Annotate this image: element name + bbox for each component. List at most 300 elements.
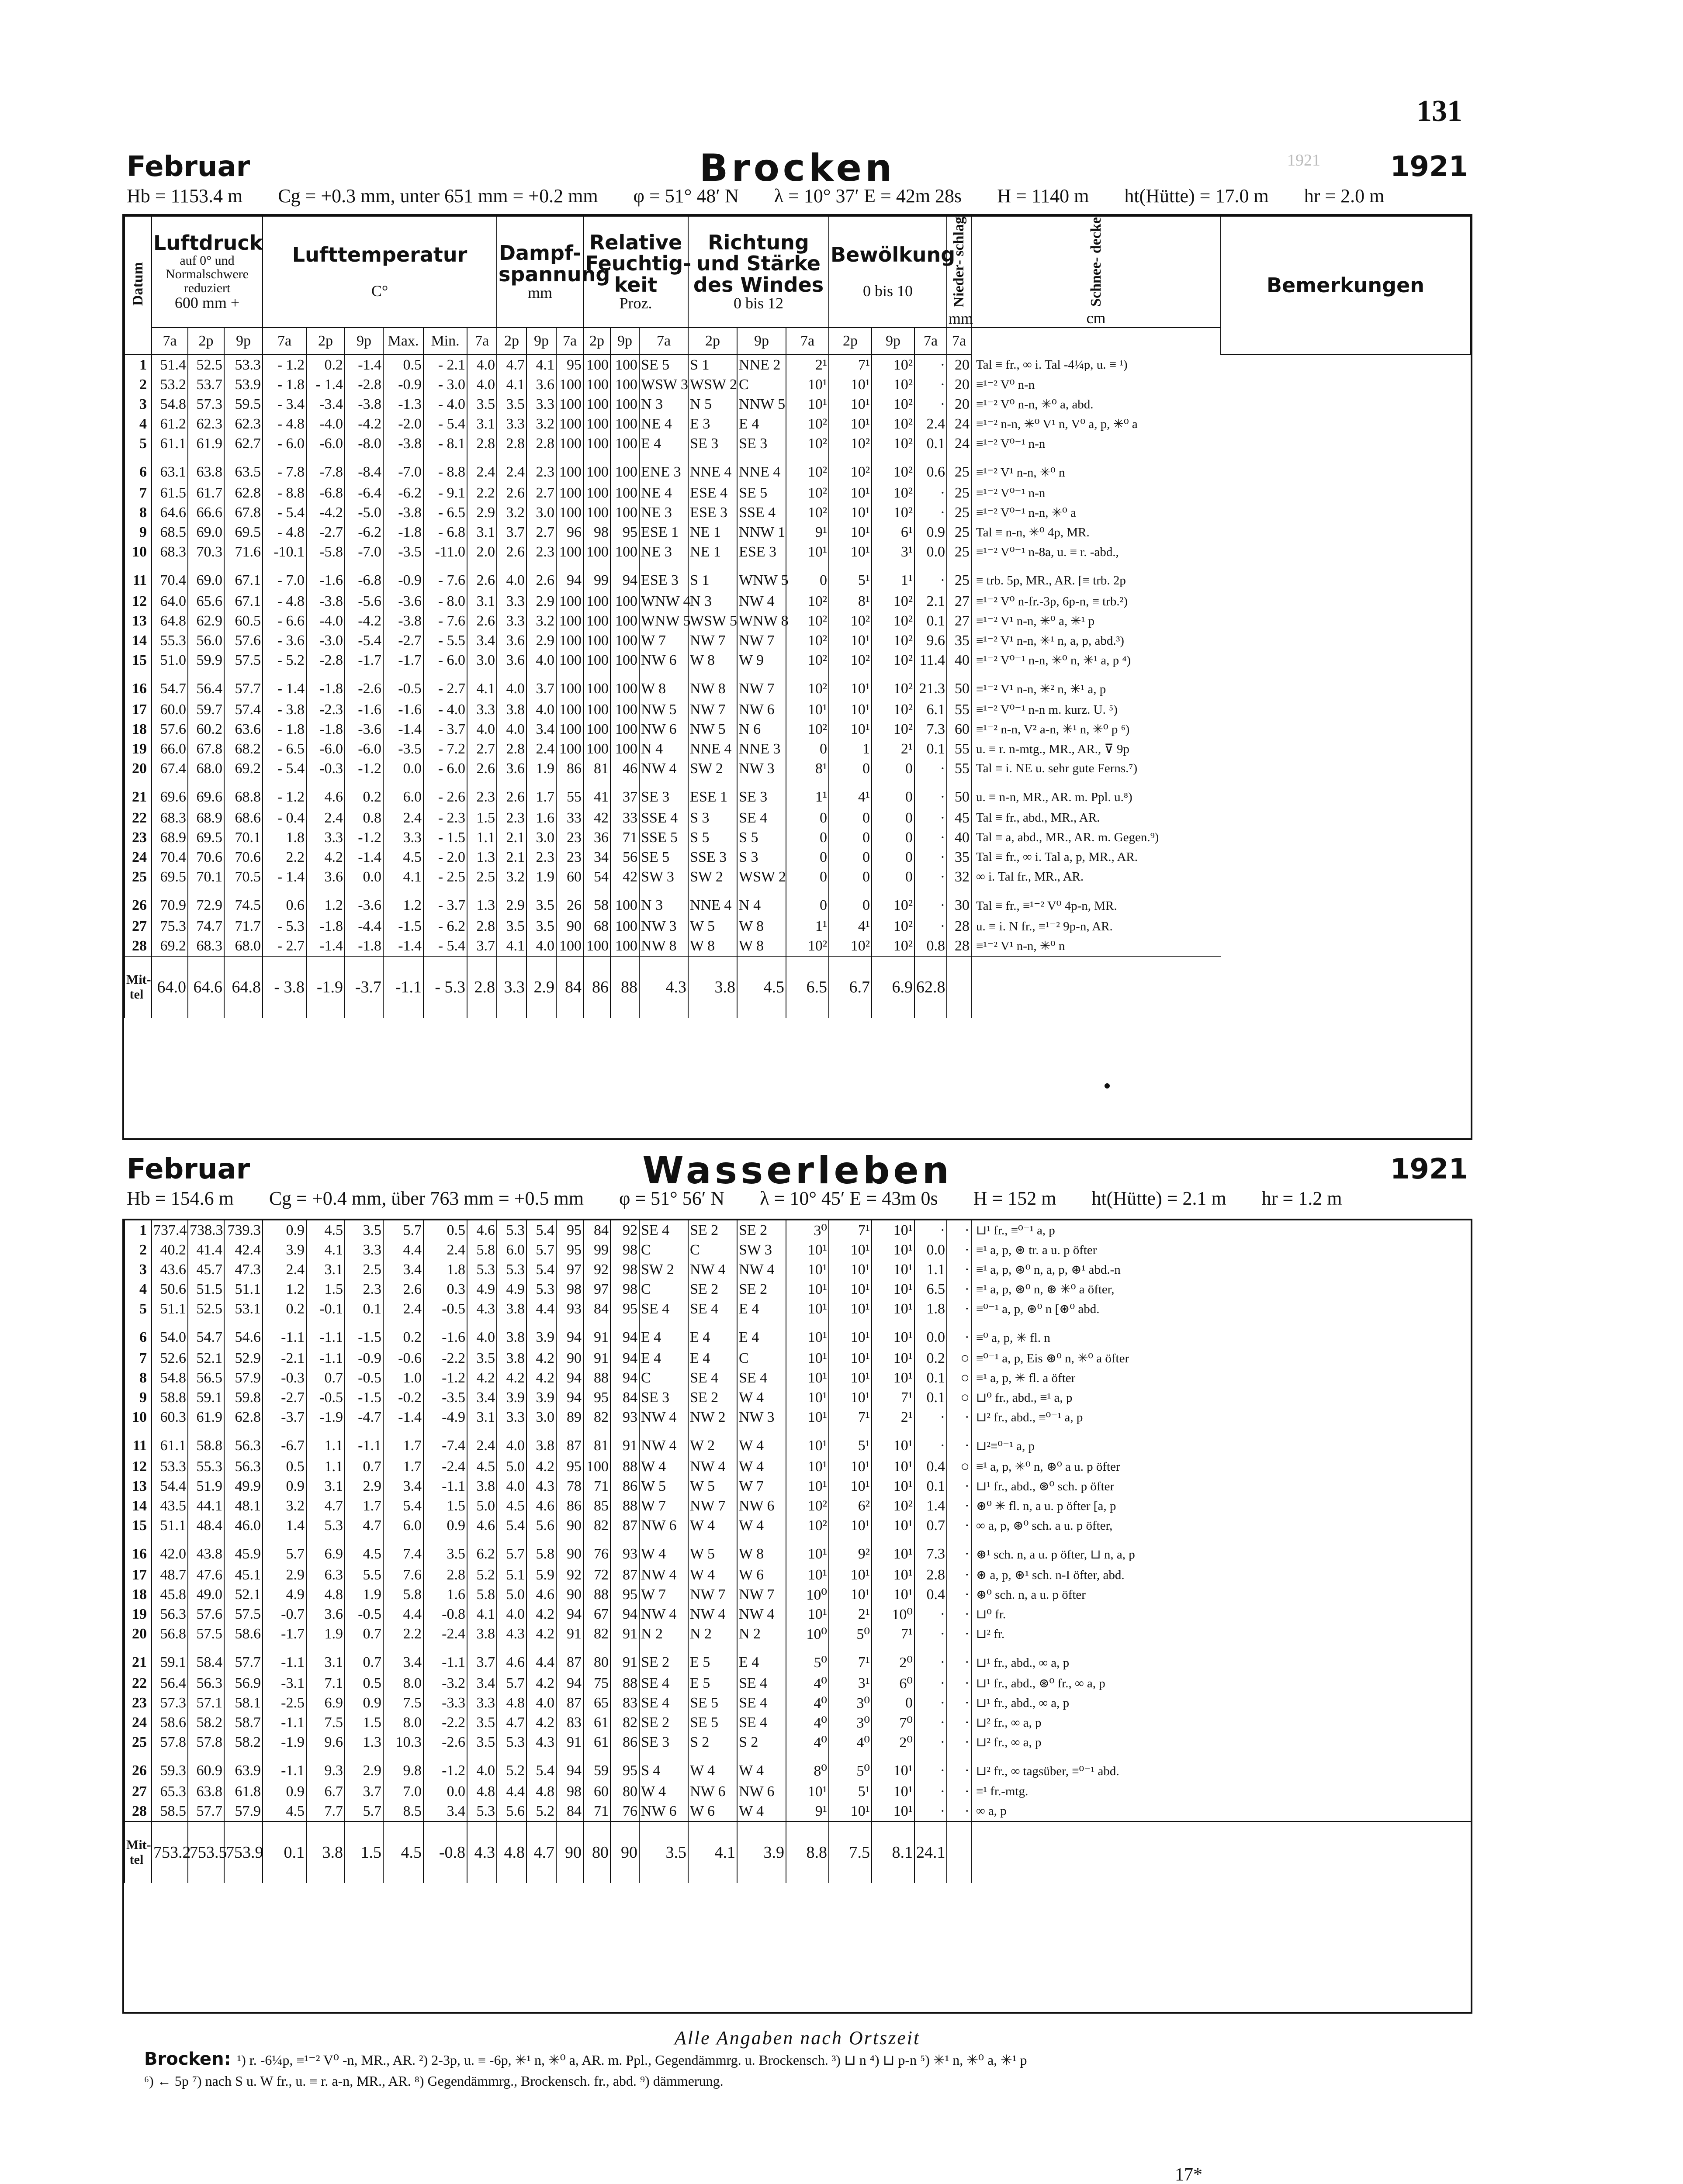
value-cell: -1.4 [383,1407,423,1427]
value-cell: 5.3 [467,1801,497,1821]
table-row [125,936,1470,956]
value-cell: 4.8 [497,1693,526,1713]
value-cell: -8.4 [345,453,383,483]
table-row [125,1407,1471,1427]
value-cell: 0.6 [263,887,306,916]
day-cell: 2 [125,1240,152,1260]
value-cell: 0.5 [263,1457,306,1476]
value-cell: 60 [556,867,583,887]
value-cell: 10² [829,611,872,631]
value-cell: 10¹ [829,1240,872,1260]
sub-9p: 9p [224,328,263,355]
value-cell: -3.4 [306,394,345,414]
value-cell: 3.2 [526,611,556,631]
table-row [125,375,1470,394]
value-cell: 0.9 [345,1693,383,1713]
value-cell: 94 [610,1348,639,1368]
value-cell: W 7 [639,631,688,650]
value-cell: · [947,1407,971,1427]
value-cell: -4.9 [423,1407,467,1427]
value-cell: -1.4 [383,719,423,739]
value-cell: 4.0 [497,1427,526,1457]
value-cell: NW 5 [688,719,737,739]
value-cell: NW 4 [737,1260,786,1279]
value-cell: 5.3 [497,1220,526,1240]
table-row [125,394,1470,414]
value-cell: 44.1 [188,1496,224,1516]
value-cell: 2.6 [467,562,497,591]
value-cell: W 6 [737,1565,786,1585]
table-row [125,355,1470,375]
value-cell: 2.4 [467,1427,497,1457]
value-cell: · [914,1713,947,1732]
day-cell: 16 [125,1535,152,1565]
value-cell: 5.3 [497,1260,526,1279]
mean-cell: 3.8 [306,1821,345,1883]
value-cell: 57.5 [188,1624,224,1644]
value-cell: ESE 3 [737,542,786,562]
value-cell: W 7 [737,1476,786,1496]
day-cell: 25 [125,867,152,887]
value-cell: 4.2 [526,1368,556,1388]
value-cell: 5⁰ [786,1644,829,1673]
value-cell: 10² [786,1496,829,1516]
value-cell: 5.6 [526,1516,556,1535]
mean-cell: 2.9 [526,956,556,1018]
value-cell: - 2.7 [263,936,306,956]
value-cell: 56.3 [152,1604,188,1624]
value-cell: 4.1 [467,670,497,700]
value-cell: W 7 [639,1496,688,1516]
value-cell: 0 [872,759,914,778]
param: φ = 51° 48′ N [633,185,739,207]
value-cell: 55.3 [188,1457,224,1476]
value-cell: 4.2 [526,1713,556,1732]
footnote-line: ⁶) ← 5p ⁷) nach S u. W fr., u. ≡ r. a-n, MR., AR. ⁸) Gegendämmrg., Brockensch. fr., abd. ⁹) dämmerung. [144,2073,724,2089]
value-cell: NNW 5 [737,394,786,414]
value-cell: 60.5 [224,611,263,631]
value-cell: 10¹ [786,1319,829,1348]
value-cell: 4.2 [526,1457,556,1476]
value-cell: 2.7 [526,483,556,503]
value-cell: 67.1 [224,591,263,611]
value-cell: 10² [872,503,914,522]
param: ht(Hütte) = 17.0 m [1124,185,1269,207]
value-cell: 2.9 [526,631,556,650]
value-cell: - 1.8 [263,375,306,394]
value-cell: 10² [872,434,914,453]
value-cell: -0.1 [306,1299,345,1319]
mean-cell: 64.8 [224,956,263,1018]
value-cell: -2.1 [263,1348,306,1368]
mean-cell: 90 [610,1821,639,1883]
col-dampfspannung: Dampf- spannung mm [497,216,583,328]
value-cell: 738.3 [188,1220,224,1240]
value-cell: 4.5 [306,1220,345,1240]
value-cell: W 6 [688,1801,737,1821]
value-cell: 4.1 [306,1240,345,1260]
value-cell: - 1.4 [263,670,306,700]
value-cell: SE 4 [737,1693,786,1713]
value-cell: 65 [583,1693,610,1713]
value-cell: -5.6 [345,591,383,611]
day-cell: 9 [125,1388,152,1407]
value-cell: 100 [583,483,610,503]
day-cell: 16 [125,670,152,700]
value-cell: NW 7 [688,1496,737,1516]
value-cell: 10¹ [829,1565,872,1585]
value-cell: SSE 3 [688,847,737,867]
value-cell: 5.4 [526,1260,556,1279]
value-cell: 10¹ [872,1348,914,1368]
value-cell: E 4 [737,414,786,434]
value-cell: W 4 [737,1752,786,1782]
value-cell: 95 [610,522,639,542]
value-cell: 100 [583,453,610,483]
value-cell: 88 [583,1368,610,1388]
value-cell: 10² [872,719,914,739]
value-cell: -0.5 [345,1604,383,1624]
value-cell: 100 [610,542,639,562]
value-cell: 10² [829,453,872,483]
value-cell: 3.6 [497,631,526,650]
value-cell: 100 [556,739,583,759]
value-cell: NE 3 [639,503,688,522]
remark-cell: ≡¹⁻² V⁰ n-n, ✳⁰ a, abd. [971,394,1221,414]
value-cell: C [639,1368,688,1388]
value-cell: 0 [872,778,914,808]
value-cell: 0.1 [914,1388,947,1407]
remark-cell: ⊔¹ fr., abd., ∞ a, p [971,1693,1471,1713]
value-cell: 68.8 [224,778,263,808]
value-cell: 2.0 [467,542,497,562]
value-cell: · [914,503,947,522]
value-cell: E 4 [688,1319,737,1348]
value-cell: 56.5 [188,1368,224,1388]
value-cell: -7.8 [306,453,345,483]
day-cell: 22 [125,808,152,828]
value-cell: - 3.7 [423,719,467,739]
col-bemerkungen: Bemerkungen [1221,216,1470,355]
value-cell: 0.0 [423,1782,467,1801]
value-cell: 50 [947,670,971,700]
day-cell: 27 [125,1782,152,1801]
value-cell: SE 2 [639,1713,688,1732]
day-cell: 4 [125,414,152,434]
value-cell: SE 4 [639,1220,688,1240]
sub-min: Min. [423,328,467,355]
sub-9p: 9p [737,328,786,355]
value-cell: - 2.0 [423,847,467,867]
value-cell: 1.7 [383,1427,423,1457]
value-cell: -4.0 [306,414,345,434]
value-cell: 0.1 [914,1476,947,1496]
value-cell: 3⁰ [786,1220,829,1240]
value-cell: 2⁰ [872,1644,914,1673]
value-cell: 84 [583,1220,610,1240]
value-cell: SE 4 [688,1368,737,1388]
value-cell: 42 [610,867,639,887]
value-cell: 2.9 [263,1565,306,1585]
value-cell: 69.5 [152,867,188,887]
value-cell: 100 [556,719,583,739]
value-cell: W 4 [688,1752,737,1782]
value-cell: 6.5 [914,1279,947,1299]
value-cell: -4.2 [345,414,383,434]
value-cell: 4.0 [467,719,497,739]
value-cell: N 2 [639,1624,688,1644]
table-row [125,1624,1471,1644]
value-cell: 1.5 [345,1713,383,1732]
value-cell: 2.7 [526,522,556,542]
remark-cell: ≡⁰⁻¹ a, p, ⊛⁰ n [⊛⁰ abd. [971,1299,1471,1319]
value-cell: 10² [786,591,829,611]
value-cell: 4⁰ [786,1713,829,1732]
table-row [125,453,1470,483]
value-cell: 69.6 [152,778,188,808]
value-cell: 2.4 [423,1240,467,1260]
value-cell: · [947,1319,971,1348]
value-cell: 84 [583,1299,610,1319]
value-cell: 47.6 [188,1565,224,1585]
value-cell: NW 6 [737,1496,786,1516]
value-cell: 4.0 [497,1604,526,1624]
value-cell: - 6.0 [423,759,467,778]
value-cell: 25 [947,542,971,562]
day-cell: 19 [125,739,152,759]
value-cell: C [639,1240,688,1260]
value-cell: 56.3 [188,1673,224,1693]
value-cell: 100 [610,414,639,434]
value-cell: 10¹ [786,542,829,562]
value-cell: 6.1 [914,700,947,719]
value-cell: 10² [872,916,914,936]
sub-2p: 2p [688,328,737,355]
remark-cell: ≡¹⁻² V⁰ n-fr.-3p, 6p-n, ≡ trb.²) [971,591,1221,611]
value-cell: · [914,1693,947,1713]
value-cell: 65.3 [152,1782,188,1801]
value-cell: 36 [583,828,610,847]
value-cell: 26 [556,887,583,916]
value-cell: - 5.4 [423,414,467,434]
value-cell: 3.8 [497,700,526,719]
value-cell: W 4 [639,1535,688,1565]
value-cell: 67 [583,1604,610,1624]
table-row [125,1388,1471,1407]
wasserleben-rows [125,1220,1471,1883]
value-cell: 3.5 [497,916,526,936]
value-cell: 4.6 [497,1644,526,1673]
value-cell: -1.1 [263,1644,306,1673]
value-cell: 64.6 [152,503,188,522]
value-cell: 4.2 [526,1604,556,1624]
value-cell: 51.1 [152,1299,188,1319]
value-cell: -2.7 [263,1388,306,1407]
value-cell: 96 [556,522,583,542]
value-cell: 3.7 [345,1782,383,1801]
value-cell: 4.0 [526,700,556,719]
value-cell: -7.4 [423,1427,467,1457]
table-row [125,1220,1471,1240]
value-cell: NE 3 [639,542,688,562]
value-cell: · [914,1644,947,1673]
value-cell: 100 [583,503,610,522]
value-cell: 57.9 [224,1801,263,1821]
value-cell: 1.1 [306,1457,345,1476]
value-cell: -2.6 [345,670,383,700]
value-cell: 9.6 [306,1732,345,1752]
value-cell: 6¹ [872,522,914,542]
value-cell: 27 [947,591,971,611]
value-cell: 1.3 [345,1732,383,1752]
value-cell: NW 4 [639,1427,688,1457]
value-cell: 3.5 [345,1220,383,1240]
value-cell: 3.0 [467,650,497,670]
value-cell: 3.0 [526,503,556,522]
value-cell: 0.7 [914,1516,947,1535]
value-cell: 10² [786,503,829,522]
value-cell: W 8 [688,650,737,670]
value-cell: 56 [610,847,639,867]
value-cell: W 8 [639,670,688,700]
value-cell: 0.5 [423,1220,467,1240]
mean-cell [971,956,1221,1018]
value-cell: 25 [947,522,971,542]
value-cell: -4.2 [345,611,383,631]
value-cell: 81 [583,1427,610,1457]
value-cell: -1.1 [423,1644,467,1673]
value-cell: 3.8 [467,1624,497,1644]
value-cell: -1.7 [263,1624,306,1644]
value-cell: 0 [786,847,829,867]
value-cell: 4.2 [497,1368,526,1388]
value-cell: - 1.2 [263,778,306,808]
value-cell: 69.0 [188,562,224,591]
value-cell: 35 [947,847,971,867]
station-params [127,185,1415,207]
value-cell: 93 [610,1535,639,1565]
value-cell: 3¹ [829,1673,872,1693]
value-cell: 2.8 [423,1565,467,1585]
value-cell: -1.6 [306,562,345,591]
value-cell: 0.5 [383,355,423,375]
value-cell: 20 [947,355,971,375]
day-cell: 10 [125,1407,152,1427]
value-cell: 95 [610,1299,639,1319]
value-cell: 3.2 [263,1496,306,1516]
value-cell: 3.5 [467,1713,497,1732]
value-cell: -7.0 [383,453,423,483]
day-cell: 15 [125,1516,152,1535]
value-cell: 70.4 [152,847,188,867]
col-datum: Datum [125,216,152,355]
value-cell: SE 2 [688,1388,737,1407]
value-cell: 94 [556,1388,583,1407]
table-row [125,719,1470,739]
value-cell: 94 [610,562,639,591]
value-cell: 10¹ [829,719,872,739]
value-cell: 2.4 [914,414,947,434]
value-cell: 2¹ [786,355,829,375]
value-cell: 69.2 [152,936,188,956]
value-cell: 57.9 [224,1368,263,1388]
day-cell: 13 [125,1476,152,1496]
value-cell: ○ [947,1388,971,1407]
value-cell: -5.0 [345,503,383,522]
value-cell: SE 5 [688,1693,737,1713]
col-feuchtigkeit: Relative Feuchtig- keit Proz. [583,216,688,328]
value-cell: 1.5 [467,808,497,828]
value-cell: 1.4 [263,1516,306,1535]
value-cell: 0.1 [914,1368,947,1388]
value-cell: 64.8 [152,611,188,631]
param: λ = 10° 37′ E = 42m 28s [774,185,962,207]
value-cell: 4.7 [497,1713,526,1732]
value-cell: 2.9 [345,1476,383,1496]
value-cell: - 1.8 [263,719,306,739]
value-cell: 69.6 [188,778,224,808]
value-cell: 10² [872,887,914,916]
sub-7a: 7a [556,328,583,355]
value-cell: 70.6 [188,847,224,867]
value-cell: SE 4 [639,1693,688,1713]
year-label: 1921 [1390,151,1468,183]
value-cell: 0.1 [914,434,947,453]
value-cell: -4.2 [306,503,345,522]
value-cell: 2.2 [383,1624,423,1644]
value-cell: 0.7 [306,1368,345,1388]
value-cell: 3.4 [467,1388,497,1407]
value-cell: -2.3 [306,700,345,719]
value-cell: SE 4 [737,1673,786,1693]
value-cell: 3.2 [526,414,556,434]
value-cell: 2.5 [467,867,497,887]
value-cell: 54.7 [188,1319,224,1348]
mean-cell: 3.8 [688,956,737,1018]
value-cell: 4.9 [497,1279,526,1299]
value-cell: 7¹ [872,1624,914,1644]
mean-cell: 4.8 [497,1821,526,1883]
value-cell: E 5 [688,1644,737,1673]
value-cell: S 1 [688,355,737,375]
page-number: 131 [1416,94,1462,128]
mean-cell: -3.7 [345,956,383,1018]
value-cell: 3.4 [383,1476,423,1496]
value-cell: 5.7 [263,1535,306,1565]
mean-cell [971,1821,1471,1883]
value-cell: 71.7 [224,916,263,936]
value-cell: 54.8 [152,394,188,414]
value-cell: 0.9 [263,1476,306,1496]
sub-9p: 9p [610,328,639,355]
value-cell: 10² [872,650,914,670]
value-cell: 4.0 [526,650,556,670]
value-cell: 90 [556,1535,583,1565]
value-cell: -3.5 [383,739,423,759]
day-cell: 18 [125,1585,152,1604]
table-row [125,1782,1471,1801]
sub-9p: 9p [345,328,383,355]
value-cell: 74.5 [224,887,263,916]
value-cell: 100 [583,670,610,700]
value-cell: 60 [947,719,971,739]
value-cell: 76 [583,1535,610,1565]
value-cell: -1.1 [263,1752,306,1782]
value-cell: NNE 4 [737,453,786,483]
value-cell: 10² [829,936,872,956]
value-cell: 87 [610,1565,639,1585]
value-cell: 59.9 [188,650,224,670]
